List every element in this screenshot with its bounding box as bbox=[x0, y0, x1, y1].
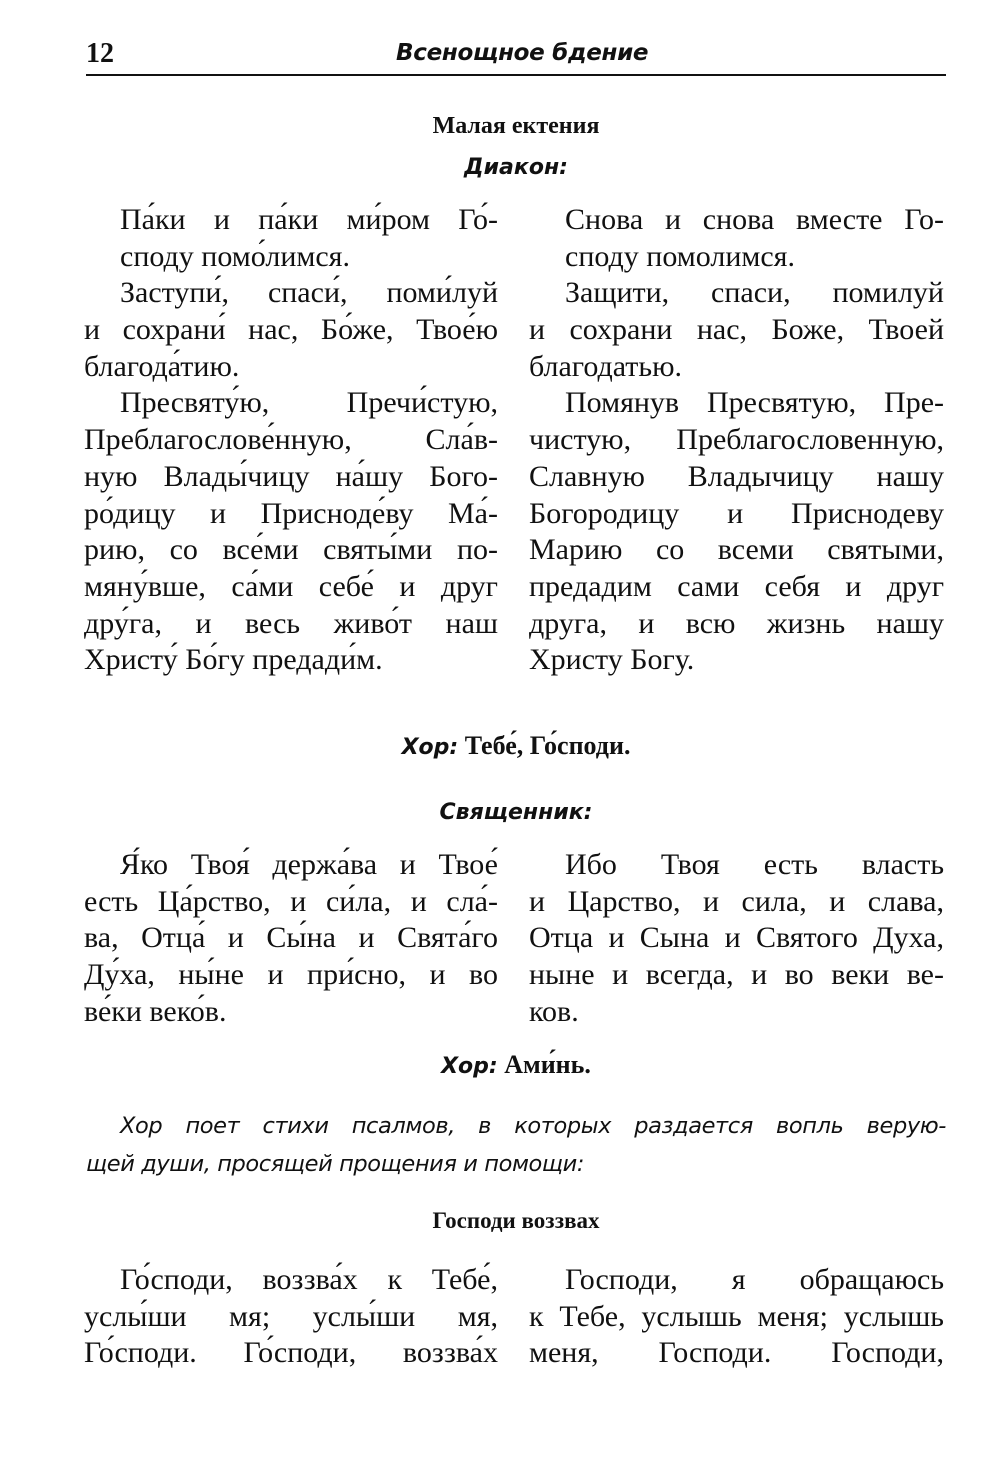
litany-row bbox=[84, 275, 944, 385]
text-line: Христу́ Бо́гу предади́м. bbox=[84, 643, 383, 677]
text-line: Ду́ха, ны́не и при́сно, и во bbox=[84, 958, 498, 992]
text-line: споду помо́лимся. bbox=[120, 239, 350, 273]
text-line: Снова и снова вместе Го- bbox=[565, 203, 944, 236]
text-line: Заступи́, спаси́, поми́луй bbox=[120, 276, 498, 310]
text-line: Богородицу и Приснодеву bbox=[529, 496, 944, 530]
running-head bbox=[86, 36, 946, 78]
russian-paragraph bbox=[529, 275, 944, 385]
text-line: Марию со всеми святыми, bbox=[529, 533, 944, 567]
russian-paragraph bbox=[529, 202, 944, 275]
text-line: благодатью. bbox=[529, 349, 683, 383]
text-line: Го́споди. Го́споди, воззва́х bbox=[84, 1336, 498, 1370]
russian-paragraph bbox=[529, 385, 944, 679]
page-number: 12 bbox=[86, 38, 114, 69]
text-line: дру́га, и весь живо́т наш bbox=[84, 606, 498, 640]
chorus-response-2 bbox=[86, 1050, 946, 1080]
text-line: Защити, спаси, помилуй bbox=[565, 276, 944, 310]
role-choir: Хор: bbox=[441, 1054, 498, 1079]
text-line: Па́ки и па́ки ми́ром Го́- bbox=[120, 203, 498, 236]
text-line: Помянув Пресвятую, Пре- bbox=[565, 386, 944, 420]
text-line: мяну́вше, са́ми себе́ и друг bbox=[84, 569, 498, 603]
text-line: Отца и Сына и Святого Духа, bbox=[529, 921, 944, 955]
text-line: Славную Владычицу нашу bbox=[529, 459, 944, 493]
text-line: Я́ко Твоя́ держа́ва и Твое́ bbox=[120, 848, 498, 881]
text-line: Господи, я обращаюсь bbox=[565, 1263, 944, 1296]
text-line: к Тебе, услышь меня; услышь bbox=[529, 1299, 944, 1333]
rubric-line: щей души, просящей прощения и помощи: bbox=[86, 1151, 585, 1177]
text-line: предадим сами себя и друг bbox=[529, 569, 944, 603]
text-line: Пресвяту́ю, Пречи́стую, bbox=[120, 386, 498, 420]
psalm-columns bbox=[84, 1262, 944, 1372]
text-line: меня, Господи. Господи, bbox=[529, 1336, 944, 1370]
header-rule bbox=[86, 74, 946, 76]
text-line: и сохрани́ нас, Бо́же, Твое́ю bbox=[84, 313, 498, 347]
section-title-small-litany: Малая ектения bbox=[432, 113, 600, 139]
text-line: ков. bbox=[529, 994, 579, 1028]
litany-columns bbox=[84, 202, 944, 679]
exclamation-row bbox=[84, 847, 944, 1030]
slavonic-paragraph bbox=[84, 202, 498, 275]
role-priest: Священник: bbox=[439, 800, 593, 825]
text-line: есть Ца́рство, и си́ла, и сла́- bbox=[84, 884, 498, 918]
role-choir: Хор: bbox=[401, 735, 459, 760]
text-line: и сохрани нас, Боже, Твоей bbox=[529, 313, 944, 347]
text-line: благода́тию. bbox=[84, 349, 240, 383]
chorus-text: Ами́нь. bbox=[504, 1050, 591, 1079]
text-line: Преблагослове́нную, Сла́в- bbox=[84, 423, 498, 457]
text-line: услы́ши мя; услы́ши мя, bbox=[84, 1299, 498, 1333]
section-title-lord-i-call: Господи воззвах bbox=[432, 1208, 600, 1233]
text-line: Ибо Твоя есть власть bbox=[565, 848, 944, 881]
text-line: друга, и всю жизнь нашу bbox=[529, 606, 944, 640]
text-line: ную Влады́чицу на́шу Бого- bbox=[84, 459, 498, 493]
text-line: чистую, Преблагословенную, bbox=[529, 423, 944, 457]
text-line: ро́дицу и Присноде́ву Ма́- bbox=[84, 496, 498, 530]
russian-paragraph bbox=[529, 1262, 944, 1372]
slavonic-paragraph bbox=[84, 385, 498, 679]
russian-paragraph bbox=[529, 847, 944, 1030]
slavonic-paragraph bbox=[84, 847, 498, 1030]
slavonic-paragraph bbox=[84, 275, 498, 385]
running-title: Всенощное бдение bbox=[396, 40, 649, 66]
text-line: ва, Отца́ и Сы́на и Свята́го bbox=[84, 921, 498, 955]
rubric-note bbox=[86, 1107, 946, 1183]
litany-row bbox=[84, 385, 944, 679]
text-line: ве́ки веко́в. bbox=[84, 994, 227, 1028]
text-line: и Царство, и сила, и слава, bbox=[529, 884, 944, 918]
slavonic-paragraph bbox=[84, 1262, 498, 1372]
psalm-row bbox=[84, 1262, 944, 1372]
text-line: споду помолимся. bbox=[565, 239, 795, 273]
role-deacon: Диакон: bbox=[464, 155, 568, 180]
text-line: рию, со все́ми святы́ми по- bbox=[84, 533, 498, 567]
rubric-line: Хор поет стихи псалмов, в которых раздается вопль верую- bbox=[120, 1113, 946, 1139]
exclamation-columns bbox=[84, 847, 944, 1030]
chorus-response-1 bbox=[86, 731, 946, 761]
text-line: ныне и всегда, и во веки ве- bbox=[529, 958, 944, 992]
litany-row bbox=[84, 202, 944, 275]
chorus-text: Тебе́, Го́споди. bbox=[464, 731, 631, 760]
text-line: Го́споди, воззва́х к Тебе́, bbox=[120, 1263, 498, 1296]
text-line: Христу Богу. bbox=[529, 643, 695, 677]
